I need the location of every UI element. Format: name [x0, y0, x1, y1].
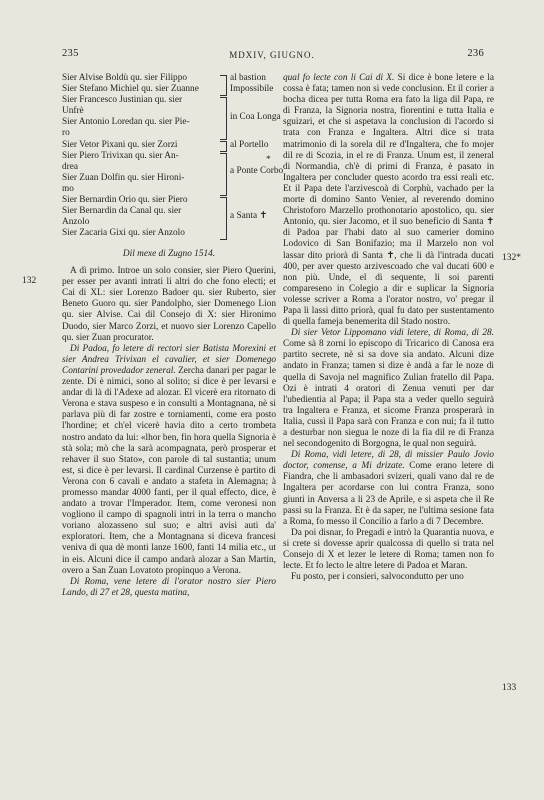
italic-lead: Di Roma, vidi letere, di 28, di missier Paulo Jovio doctor, comense, a Mi drizate.	[283, 450, 494, 472]
brace	[220, 97, 227, 140]
section-heading: Dil mexe di Zugno 1514.	[122, 249, 216, 259]
name-line: Sier Vetor Pixani qu. sier Zorzi	[62, 139, 178, 150]
paragraph	[62, 577, 276, 599]
paragraph-body: Zercha danari per pagar le zente. Di ė nimici, sono al solito; si dice è per levarsi e andar di là di l'Adexe ad alozar. El vicerè era ritornato di Verona e stava suspeso e in consulti a Montagnana, nè si parlava più di far zostre e torniamenti, come era posto l'hordine; et ch'el vicerè havia dito a certo trombeta nostro andato da lui: «lhor ben, fin hora quella Signoria è stà sola; mò che la sarà acompagnata, però prosperar et rehaver il suo Stato», con parole di tal sustantia; unum est, si dice è per levarsi. Il cardinal Curzense è partito di Verona con 6 cavali e andato a stafeta in Alemagna; à promesso mandar 4000 fanti, per il qual effecto, dice, è andato a trovar l'Imperador. Item, come veronesi non vogliono il campo di spagnoli intri in la terra o mancho voriano alozasseno sul suo; e altri avisi auti da' exploratori. Item, che a Montagnana si diceva francesi veniva di qua dè monti lanze 1600, fanti 14 milia etc., ut in eis. Alcuni dice il campo andarà alozar a San Martin, overo a San Zuan Lovatoto propinquo a Verona.	[62, 365, 276, 576]
place-label: Impossibile	[230, 84, 274, 94]
brace	[220, 197, 227, 240]
name-line: ro	[62, 128, 70, 139]
name-line: Sier Bernardin da Canal qu. sier	[62, 206, 182, 217]
left-page-number: 235	[62, 48, 79, 59]
margin-number-right-a: 132*	[502, 253, 521, 263]
paragraph	[283, 450, 494, 528]
right-page-number: 236	[467, 48, 484, 59]
italic-lead: qual fo lecte con li Cai di X.	[283, 73, 395, 83]
name-line: Sier Bernardin Orio qu. sier Piero	[62, 195, 188, 206]
right-column	[283, 73, 494, 583]
brace	[220, 141, 227, 152]
name-line: Sier Francesco Justinian qu. sier	[62, 95, 183, 106]
paragraph: Da poi disnar, fo Pregadi e intrò la Quarantia nuova, e si crete si dovesse aprir qualcossa di quello si trata nel Consejo di X et lezer le letere di Roma; tamen non fo lecte. Et fo lecto le altre letere di Padoa et Maran.	[283, 527, 494, 572]
place-label: a Ponte Corbo	[230, 166, 284, 176]
paragraph-body: Come erano letere di Fiandra, che li ambasadori svizeri, quali vano dal re de Ingaltera per acordarse con lui contra Franza, sono giunti in Anversa a li 23 de Aprile, e si aspeta che il Re passi su la Franza. Et è da saper, ne l'ultima sesione fata a Roma, fo messo il Concilio a farlo a dì 7 Decembre.	[283, 461, 494, 527]
name-line: mo	[62, 183, 74, 194]
running-title: MDXIV, GIUGNO.	[229, 50, 315, 60]
name-line: Sier Antonio Loredan qu. sier Pie-	[62, 117, 190, 128]
place-label: al bastion	[230, 73, 266, 83]
margin-number-left: 132	[22, 276, 37, 286]
italic-lead: Di Padoa, fo letere di rectori sier Batista Morexini et sier Andrea Trivixan el cavalier, et sier Domenego Contarini provedador zeneral.	[62, 343, 276, 376]
brace	[220, 153, 227, 196]
place-label: in Coa Longa	[230, 112, 281, 122]
italic-lead: Di sier Vetor Lippomano vidi letere, di Roma, di 28.	[291, 328, 494, 339]
paragraph	[62, 344, 276, 577]
paragraph-body: Si dice è bone letere e la cossa è fata; tamen non si vede conclusion. Et il corier a bocha dicea per tutta Roma era fato la liga dil Papa, re di Franza, la Signoria nostra, fiorentini e tutta Italia e sguizari, et che si aspetava la conclusion di l'acordo si trata con Franza e Ingaltera. Altri dice si trata matrimonio di la sorela dil re d'Ingaltera, che fo mojer dil re di Scozia, in el re di Franza. Unum est, il zeneral di Normandia, ch'è di primi di Franza, è pasato in Ingaltera per concluder questo acordo tra essi reali etc. Et il Papa dete l'arzivescoà di Corphù, vachado per la morte di domino Santo Venier, al reverendo domino Christoforo Marzello prothonotario apostolico, qu. sier Antonio, qu. sier Jacomo, et il suo beneficio di Santa ✝ di Padoa par l'habi dato al suo camerier domino Lodovico di San Bonifazio; ma il Marzelo non vol lassar dito priorà di Santa ✝, che li dà l'intrada ducati 400, per aver questo arzivescoado che val ducati 600 e non più. Unde, el dì sequente, li soi parenti compareseno in Colegio a dir e suplicar la Signoria volesse scriver a Roma a l'orator nostro, vo' pregar il Papa li lassi ditto priorà, qual fu dato per sustentamento di quella fameja benemerita dil Stado nostro.	[283, 73, 494, 328]
place-label: a Santa ✝	[230, 211, 268, 221]
roll-call-list	[62, 73, 284, 243]
name-line: Sier Zuan Dolfin qu. sier Hironi-	[62, 172, 185, 183]
paragraph: Fu posto, per i consieri, salvocondutto per uno	[291, 572, 464, 583]
name-line: Sier Piero Trivixan qu. sier An-	[62, 150, 179, 161]
italic-lead: Di Roma, vene letere di l'orator nostro sier Piero Lando, di 27 et 28, questa matina,	[62, 576, 276, 598]
name-line: Unfrè	[62, 106, 84, 117]
name-line: Anzolo	[62, 217, 90, 228]
paragraph	[283, 328, 494, 450]
asterisk-mark: *	[266, 155, 271, 165]
name-line: Sier Stefano Michiel qu. sier Zuanne	[62, 84, 199, 95]
place-label: al Portello	[230, 140, 269, 150]
name-line: drea	[62, 161, 78, 172]
roll-call-names	[62, 73, 218, 239]
name-line: Sier Alvise Boldù qu. sier Filippo	[62, 73, 187, 83]
left-column	[62, 73, 284, 599]
brace	[220, 75, 227, 96]
paragraph: A dì primo. Introe un solo consier, sier Piero Querini, per esser per avanti intrati li altri do che fono electi; et Cai di XL: sier Lorenzo Badoer qu. sier Ruberto, sier Beneto Guoro qu. sier Pandolpho, sier Domenego Lion qu. sier Alvise. Cai dil Consejo di X: sier Hironimo Duodo, sier Marco Zorzi, et nuovo sier Lorenzo Capello qu. sier Zuan procurator.	[62, 266, 276, 343]
name-line: Sier Zacaria Gixi qu. sier Anzolo	[62, 228, 185, 239]
paragraph	[283, 73, 494, 328]
paragraph-body: Come sà 8 zorni lo episcopo di Tricarico di Canosa era partito secrete, nè si sa dove sia andato. Alcuni dize andato in Franza; tamen si dize è andà a far le noze di quella di Savoja nel magnifico Zulian fratello dil Papa. Ozi è intrati 4 oratori di Zenua venuti per dar l'ubedientia al Papa; il Papa sta a veder quello seguirà tra Ingaltera e Franza, et sicome Franza prosperarà in Italia, cussì il Papa sarà con Franza e con nui; fa il tutto a desturbar non siegua le noze di la fia dil re di Franza nel secondogenito di Borgogna, le qual non seguirà.	[283, 339, 494, 450]
margin-number-right-b: 133	[502, 683, 517, 693]
